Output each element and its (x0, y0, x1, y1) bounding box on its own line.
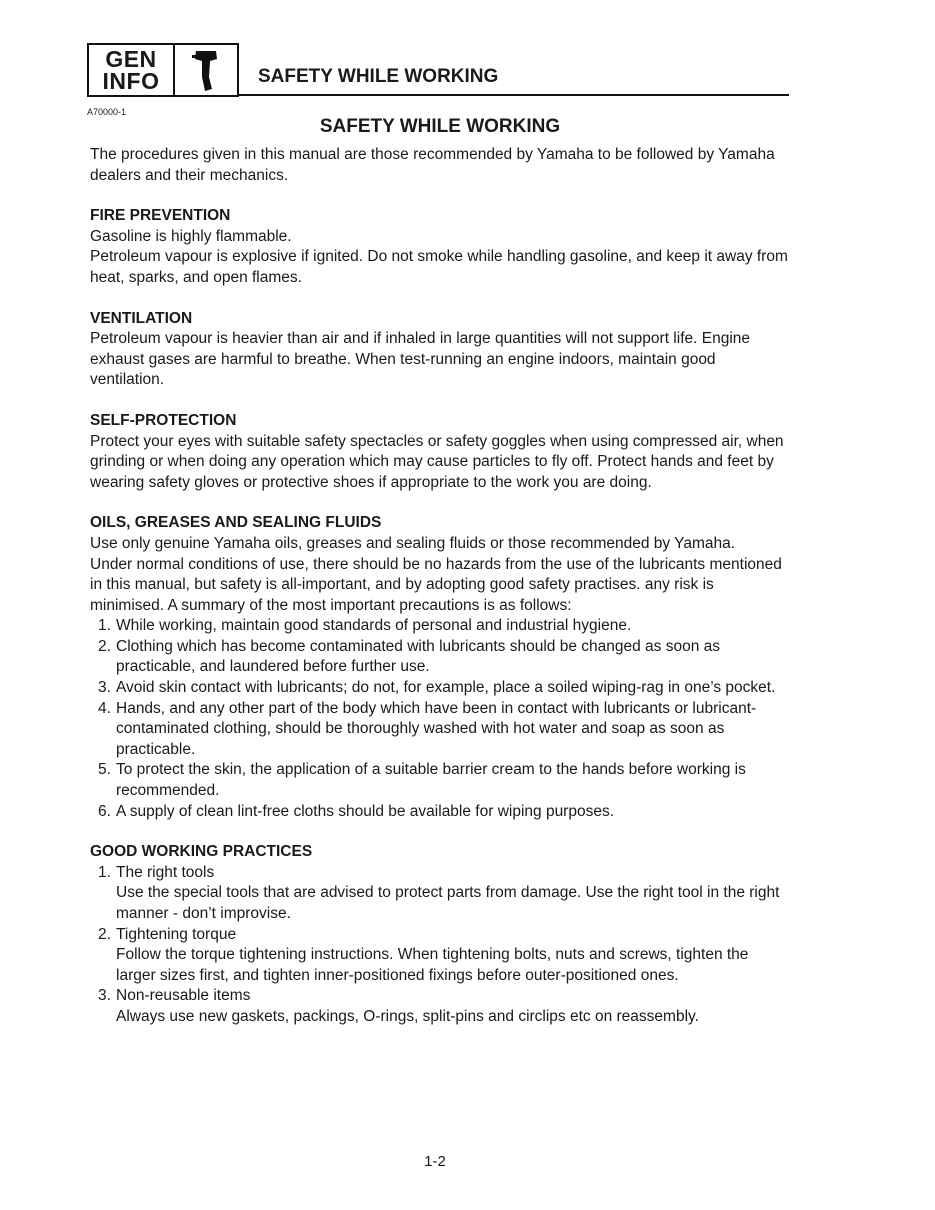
section-heading: GOOD WORKING PRACTICES (90, 843, 313, 861)
item-text: Use the special tools that are advised to protect parts from damage. Use the right tool in the right manner - don’t improvise. (116, 884, 780, 922)
section-heading: FIRE PREVENTION (90, 207, 231, 225)
item-text: Always use new gaskets, packings, O-rings, split-pins and circlips etc on reassembly. (116, 1007, 699, 1025)
paragraph: Petroleum vapour is explosive if ignited. Do not smoke while handling gasoline, and keep it away from heat, sparks, and open flames. (90, 248, 788, 286)
section-heading: SELF-PROTECTION (90, 411, 237, 429)
item-text: Clothing which has become contaminated with lubricants should be changed as soon as practicable, and laundered before further use. (116, 637, 721, 676)
badge-line-2: INFO (102, 68, 160, 94)
body-content (90, 145, 790, 1028)
item-text: Hands, and any other part of the body which have been in contact with lubricants or lubricant-contaminated clothing, should be thoroughly washed with hot water and soap as soon as practicable. (116, 699, 757, 758)
section-oils (90, 513, 790, 822)
outboard-motor-icon (175, 45, 237, 95)
item-text: While working, maintain good standards of personal and industrial hygiene. (116, 617, 632, 635)
paragraph: Gasoline is highly flammable. (90, 227, 292, 245)
list-item (90, 863, 790, 925)
section-heading: OILS, GREASES AND SEALING FLUIDS (90, 514, 382, 532)
item-text: To protect the skin, the application of a suitable barrier cream to the hands before working is recommended. (116, 761, 746, 800)
list-item (90, 986, 790, 1027)
paragraph: Under normal conditions of use, there should be no hazards from the use of the lubricants mentioned in this manual, but safety is all-important, and by adopting good safety practises. any risk is minimised. A summary of the most important precautions is as follows: (90, 555, 782, 614)
list-item (90, 802, 790, 823)
list-item (90, 699, 790, 761)
item-text: Avoid skin contact with lubricants; do not, for example, place a soiled wiping-rag in one’s pocket. (116, 679, 776, 697)
section-badge (87, 43, 239, 97)
paragraph: Petroleum vapour is heavier than air and if inhaled in large quantities will not support life. Engine exhaust gases are harmful to breathe. When test-running an engine indoors, maintain good ventilation. (90, 330, 750, 389)
item-number: 1. (98, 617, 111, 635)
list-item (90, 637, 790, 678)
item-number: 2. (98, 637, 111, 655)
item-title: The right tools (116, 863, 215, 881)
intro-paragraph: The procedures given in this manual are those recommended by Yamaha to be followed by Yamaha dealers and their mechanics. (90, 146, 775, 184)
paragraph: Protect your eyes with suitable safety spectacles or safety goggles when using compressed air, when grinding or when doing any operation which may cause particles to fly off. Protect hands and feet by wearing safety gloves or protective shoes if appropriate to the work you are doing. (90, 432, 784, 491)
page-title: SAFETY WHILE WORKING (319, 116, 561, 137)
list-item (90, 678, 790, 699)
item-number: 3. (98, 679, 111, 697)
reference-code: A70000-1 (87, 107, 127, 117)
list-item (90, 760, 790, 801)
item-text: A supply of clean lint-free cloths should be available for wiping purposes. (116, 802, 615, 820)
item-number: 6. (98, 802, 111, 820)
item-text: Follow the torque tightening instructions. When tightening bolts, nuts and screws, tighten the larger sizes first, and tighten inner-positioned fixings before outer-positioned ones. (116, 946, 749, 984)
practices-list (90, 863, 790, 1028)
item-title: Non-reusable items (116, 987, 251, 1005)
item-number: 3. (98, 987, 111, 1005)
item-number: 1. (98, 863, 111, 881)
precautions-list (90, 616, 790, 822)
list-item (90, 616, 790, 637)
badge-label (89, 45, 175, 95)
section-self-protection (90, 411, 790, 493)
page-number: 1-2 (424, 1153, 446, 1170)
header-title: SAFETY WHILE WORKING (258, 66, 499, 87)
item-title: Tightening torque (116, 925, 237, 943)
header-rule (239, 94, 789, 96)
section-good-working-practices (90, 842, 790, 1027)
list-item (90, 925, 790, 987)
section-ventilation (90, 309, 790, 391)
section-heading: VENTILATION (90, 309, 193, 327)
section-fire-prevention (90, 206, 790, 288)
item-number: 4. (98, 699, 111, 717)
paragraph: Use only genuine Yamaha oils, greases and sealing fluids or those recommended by Yamaha. (90, 534, 736, 552)
badge-line-1: GEN (105, 46, 157, 72)
item-number: 2. (98, 925, 111, 943)
item-number: 5. (98, 761, 111, 779)
